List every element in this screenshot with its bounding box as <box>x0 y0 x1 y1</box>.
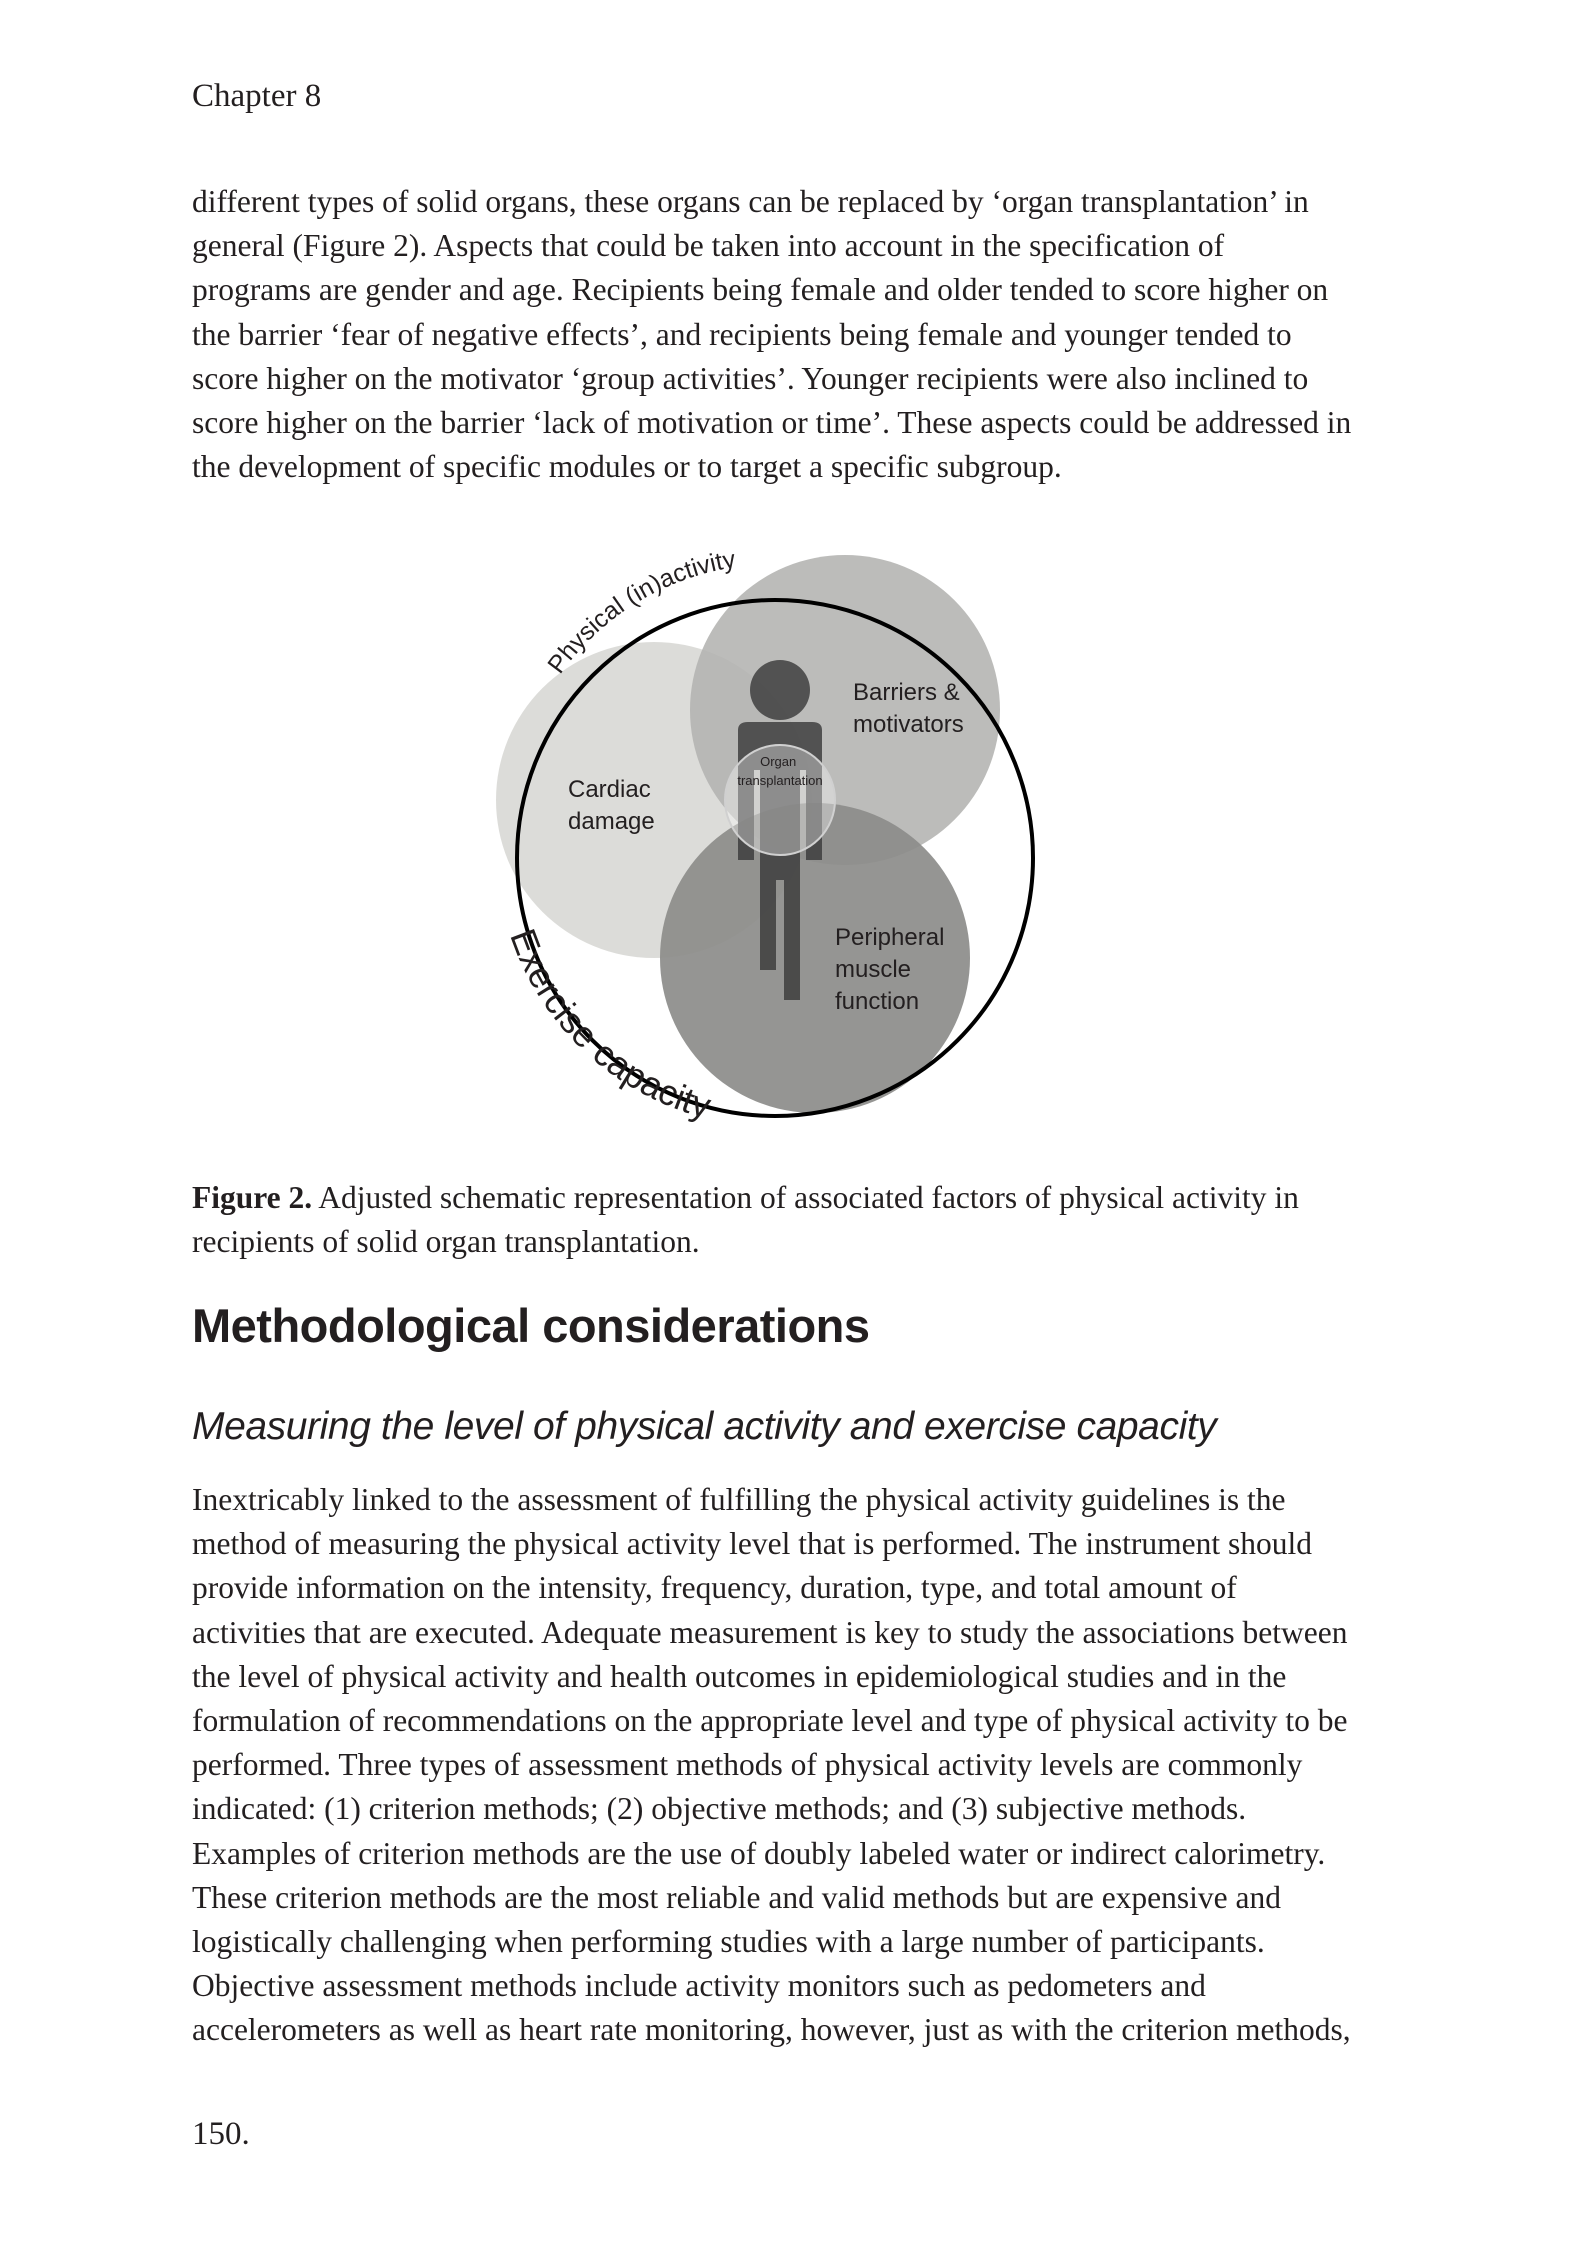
label-line: Barriers & <box>853 679 960 706</box>
body-paragraph-2 <box>192 1478 1422 2053</box>
text-line: indicated: (1) criterion methods; (2) objective methods; and (3) subjective methods. <box>192 1791 1247 1827</box>
label-line: transplantation <box>737 773 823 788</box>
label-physical-inactivity-path: Physical (in)activity <box>542 545 738 679</box>
text-line: Examples of criterion methods are the use of doubly labeled water or indirect calorimetry. <box>192 1835 1326 1871</box>
text-line: score higher on the motivator ‘group activities’. Younger recipients were also inclined to <box>192 360 1309 396</box>
text-line: Objective assessment methods include activity monitors such as pedometers and <box>192 1968 1206 2004</box>
text-line: score higher on the barrier ‘lack of motivation or time’. These aspects could be addressed in <box>192 405 1352 441</box>
section-heading: Methodological considerations <box>192 1299 870 1352</box>
label-line: motivators <box>853 711 964 738</box>
text-line: different types of solid organs, these organs can be replaced by ‘organ transplantation’ in <box>192 184 1309 219</box>
running-head: Chapter 8 <box>192 78 322 114</box>
subsection-heading: Measuring the level of physical activity and exercise capacity <box>192 1405 1217 1448</box>
label-exercise-capacity-path: Exercise capacity <box>502 923 716 1127</box>
caption-text: Adjusted schematic representation of associated factors of physical activity in <box>312 1180 1299 1215</box>
text-line: method of measuring the physical activity level that is performed. The instrument should <box>192 1526 1313 1562</box>
text-line: the barrier ‘fear of negative effects’, and recipients being female and younger tended to <box>192 316 1292 352</box>
text-line: programs are gender and age. Recipients being female and older tended to score higher on <box>192 272 1329 308</box>
text-line: general (Figure 2). Aspects that could be taken into account in the specification of <box>192 228 1225 264</box>
body-paragraph-1 <box>192 180 1422 489</box>
caption-line <box>192 1176 1422 1220</box>
text-line: formulation of recommendations on the appropriate level and type of physical activity to be <box>192 1703 1348 1739</box>
text-line: activities that are executed. Adequate measurement is key to study the associations between <box>192 1614 1348 1650</box>
text-line: the development of specific modules or to target a specific subgroup. <box>192 449 1062 485</box>
figure-caption <box>192 1176 1422 1264</box>
label-line: muscle <box>835 956 912 983</box>
text-line: accelerometers as well as heart rate monitoring, however, just as with the criterion methods, <box>192 2012 1351 2048</box>
page-number: 150. <box>192 2116 250 2152</box>
text-line: These criterion methods are the most reliable and valid methods but are expensive and <box>192 1879 1282 1915</box>
label-line: Peripheral <box>835 924 945 951</box>
label-line: Organ <box>760 754 797 769</box>
text-line: the level of physical activity and health outcomes in epidemiological studies and in the <box>192 1658 1287 1694</box>
text-line: performed. Three types of assessment methods of physical activity levels are commonly <box>192 1747 1303 1783</box>
text-line: provide information on the intensity, frequency, duration, type, and total amount of <box>192 1570 1237 1606</box>
text-line: Inextricably linked to the assessment of fulfilling the physical activity guidelines is the <box>192 1482 1286 1517</box>
caption-label: Figure 2. <box>192 1180 313 1215</box>
text-line: logistically challenging when performing studies with a large number of participants. <box>192 1924 1265 1960</box>
label-line: Cardiac <box>568 776 651 803</box>
caption-line: recipients of solid organ transplantation. <box>192 1224 700 1259</box>
figure-diagram <box>450 540 1090 1160</box>
label-line: damage <box>568 808 655 835</box>
label-line: function <box>835 988 920 1015</box>
